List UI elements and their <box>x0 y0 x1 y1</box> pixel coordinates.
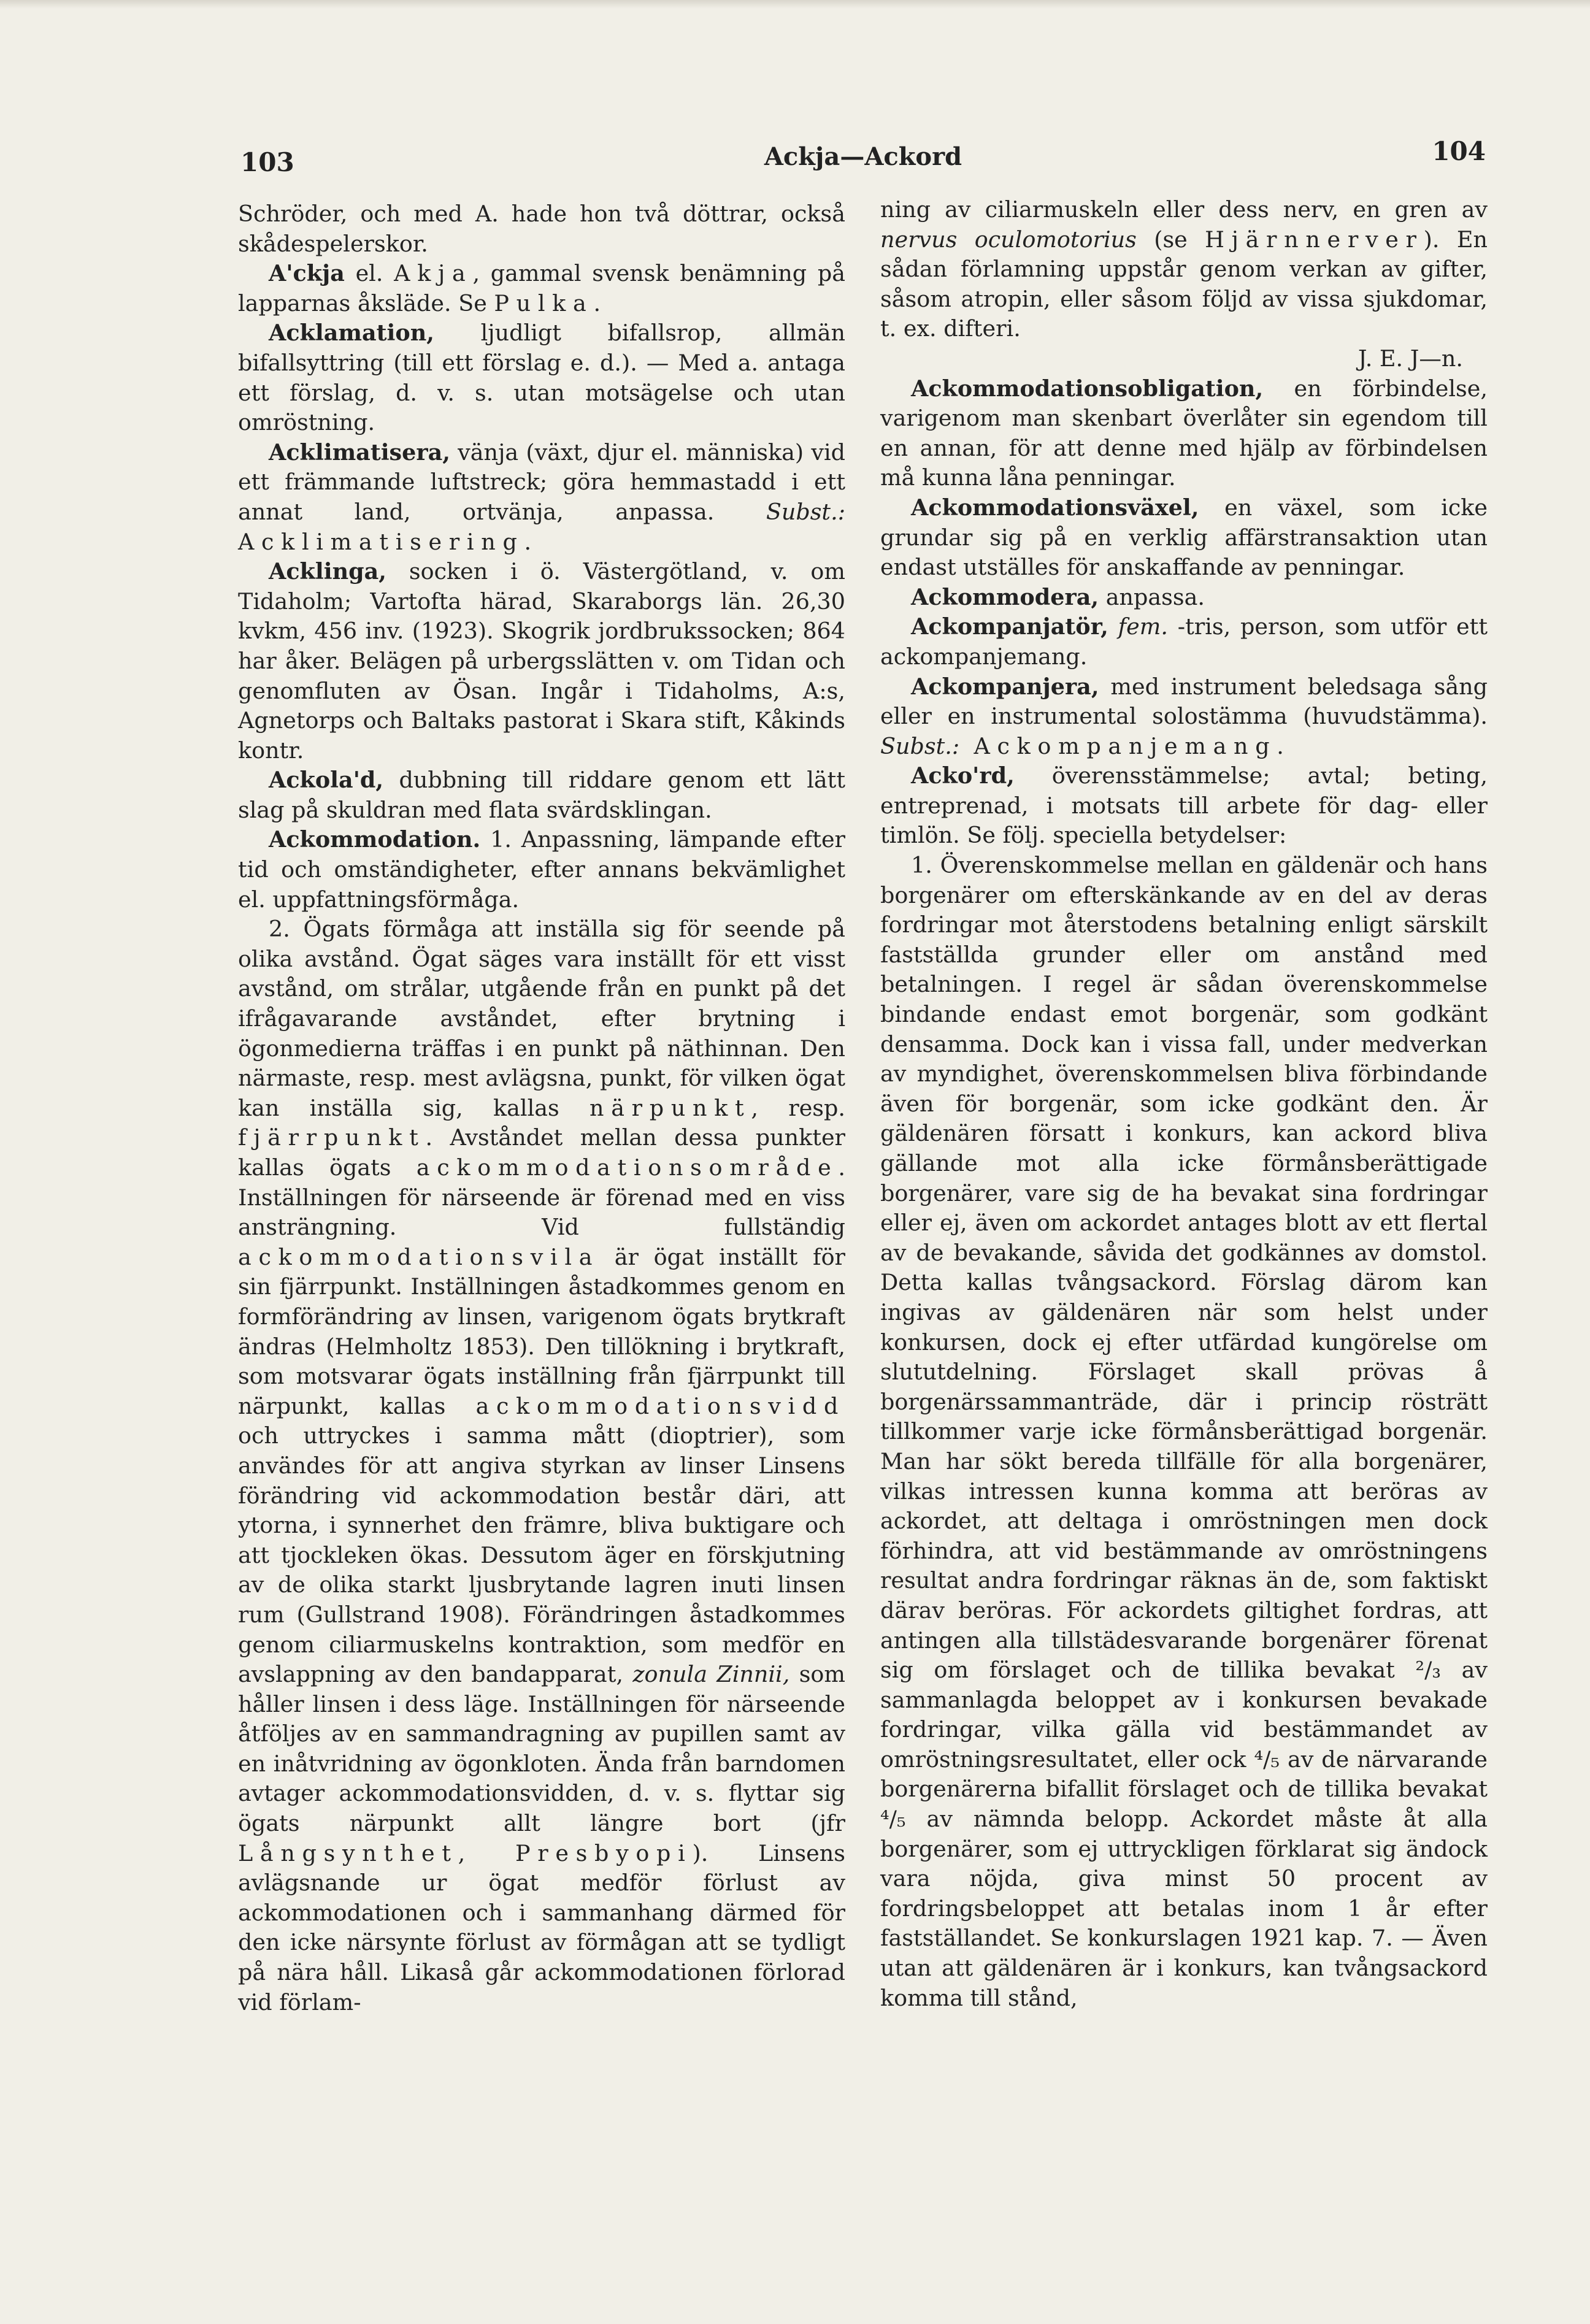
page-edge <box>0 0 1590 9</box>
entry-ackord-sense-1: 1. Överenskommelse mellan en gäldenär och hans borgenärer om efterskänkande av en del av deras fordringar mot återstodens betalning enligt särskilt fastställda grunder eller om anstånd med betalningen. I regel är sådan överenskommelse bindande endast emot borgenär, som godkänt densamma. Dock kan i vissa fall, under medverkan av myndighet, överenskommelsen bliva förbindande även för borgenär, som icke godkänt den. Är gäldenären försatt i konkurs, kan ackord bliva gällande mot alla icke förmånsberättigade borgenärer, vare sig de ha bevakat sina fordringar eller ej, även om ackordet antages blott av ett flertal av de bevakande, såvida det godkännes av domstol. Detta kallas tvångsackord. Förslag därom kan ingivas av gäldenären när som helst under konkursen, dock ej efter utfärdad kungörelse om slututdelning. Förslaget skall prövas å borgenärssammanträde, där i princip rösträtt tillkommer varje icke förmånsberättigad borgenär. Man har sökt bereda tillfälle för alla borgenärer, vilkas intressen kunna komma att beröras av ackordet, att deltaga i omröstningen men dock förhindra, att vid bestämmande av omröstningens resultat andra fordringar räknas än de, som faktiskt därav beröras. För ackordets giltighet fordras, att antingen alla tillstädesvarande borgenärer förenat sig om förslaget och de tillika bevakat ²/₃ av sammanlagda beloppet av i konkursen bevakade fordringar, vilka gälla vid bestämmandet av omröstningsresultatet, eller ock ⁴/₅ av de närvarande borgenärerna bifallit förslaget och de tillika bevakat ⁴/₅ av nämnda belopp. Ackordet måste åt alla borgenärer, som ej uttryckligen förklarat sig ändock vara nöjda, giva minst 50 procent av fordringsbeloppet att betalas inom 1 år efter fastställandet. Se konkurslagen 1921 kap. 7. — Även utan att gäldenären är i konkurs, kan tvångsackord komma till stånd, <box>880 852 1488 2011</box>
headword: A'ckja <box>269 260 345 287</box>
right-column <box>880 195 1488 2013</box>
entry-ackord: Acko'rd, överensstämmelse; avtal; beting, entreprenad, i motsats till arbete för dag- eller timlön. Se följ. speciella betydelser: <box>880 762 1488 849</box>
entry-acklinga: Acklinga, socken i ö. Västergötland, v. om Tidaholm; Vartofta härad, Skaraborgs län. 26,30 kvkm, 456 inv. (1923). Skogrik jordbrukssocken; 864 har åker. Belägen på urbergsslätten v. om Tidan och genomfluten av Ösan. Ingår i Tidaholms, A:s, Agnetorps och Baltaks pastorat i Skara stift, Kåkinds kontr. <box>238 558 845 764</box>
headword: Acklamation, <box>269 320 434 347</box>
entry-ackommodationsobligation: Ackommodationsobligation, en förbindelse, varigenom man skenbart överlåter sin egendom till en annan, för att denne med hjälp av förbindelsen må kunna låna penningar. <box>880 375 1488 491</box>
running-title: Ackja—Ackord <box>764 142 962 171</box>
headword: Acklimatisera, <box>269 439 450 466</box>
headword: Acklinga, <box>269 558 386 585</box>
entry-acklimatisera: Acklimatisera, vänja (växt, djur el. människa) vid ett främmande luftstreck; göra hemmastadd i ett annat land, ortvänja, anpassa. Subst.: Acklimatisering. <box>238 439 845 555</box>
headword: Ackompanjera, <box>911 673 1099 700</box>
entry-ackompanjator: Ackompanjatör, fem. -tris, person, som utför ett ackompanjemang. <box>880 613 1488 670</box>
entry-ackolad: Ackola'd, dubbning till riddare genom ett lätt slag på skuldran med flata svärdsklingan. <box>238 767 845 823</box>
page-number-right: 104 <box>1432 136 1486 166</box>
left-column <box>238 199 845 2017</box>
headword: Ackommodera, <box>911 583 1099 610</box>
author-signature: J. E. J—n. <box>1358 345 1463 372</box>
headword: Ackola'd, <box>269 767 384 794</box>
headword: Ackommodationsobligation, <box>911 375 1264 402</box>
entry-acklamation: Acklamation, ljudligt bifallsrop, allmän bifallsyttring (till ett förslag e. d.). — Med a. antaga ett förslag, d. v. s. utan motsägelse och utan omröstning. <box>238 320 845 436</box>
headword: Ackommodation. <box>269 826 481 853</box>
headword: Ackompanjatör, <box>911 613 1108 640</box>
entry-ackja: A'ckja el. Akja, gammal svensk benämning på lapparnas åksläde. Se Pulka. <box>238 260 845 316</box>
entry-continuation: Schröder, och med A. hade hon två döttrar, också skådespelerskor. <box>238 201 845 257</box>
headword: Acko'rd, <box>911 762 1015 789</box>
entry-continuation: ning av ciliarmuskeln eller dess nerv, en gren av nervus oculomotorius (se Hjärnnerver). En sådan förlamning uppstår genom verkan av gifter, såsom atropin, eller såsom följd av vissa sjukdomar, t. ex. difteri. <box>880 196 1488 342</box>
running-header <box>240 136 1486 177</box>
headword: Ackommodationsväxel, <box>911 494 1199 521</box>
entry-ackommodation-sense-2: 2. Ögats förmåga att inställa sig för seende på olika avstånd. Ögat säges vara inställt för ett visst avstånd, om strålar, utgående från en punkt på det ifrågavarande avståndet, efter brytning i ögonmedierna träffas i en punkt på näthinnan. Den närmaste, resp. mest avlägsna, punkt, för vilken ögat kan inställa sig, kallas närpunkt, resp. fjärrpunkt. Avståndet mellan dessa punkter kallas ögats ackommodationsområde. Inställningen för närseende är förenad med en viss ansträngning. Vid fullständig ackommodationsvila är ögat inställt för sin fjärrpunkt. Inställningen åstadkommes genom en formförändring av linsen, varigenom ögats brytkraft ändras (Helmholtz 1853). Den tillökning i brytkraft, som motsvarar ögats inställning från fjärrpunkt till närpunkt, kallas ackommodationsvidd och uttryckes i samma mått (dioptrier), som användes för att angiva styrkan av linser Linsens förändring vid ackommodation består däri, att ytorna, i synnerhet den främre, bliva buktigare och att tjockleken ökas. Dessutom äger en förskjutning av de olika starkt ljusbrytande lagren inuti linsen rum (Gullstrand 1908). Förändringen åstadkommes genom ciliarmuskelns kontraktion, som medför en avslappning av den bandapparat, zonula Zinnii, som håller linsen i dess läge. Inställningen för närseende åtföljes av en sammandragning av pupillen samt av en inåtvridning av ögonkloten. Ända från barndomen avtager ackommodationsvidden, d. v. s. flyttar sig ögats närpunkt allt längre bort (jfr Långsynthet, Presbyopi). Linsens avlägsnande ur ögat medför förlust av ackommodationen och i sammanhang därmed för den icke närsynte förlust av förmågan att se tydligt på nära håll. Likaså går ackommodationen förlorad vid förlam- <box>238 916 846 2015</box>
entry-ackommodationsvaxel: Ackommodationsväxel, en växel, som icke grundar sig på en verklig affärstransaktion utan endast utställes för anskaffande av penningar. <box>880 494 1488 581</box>
page-number-left: 103 <box>240 147 294 177</box>
entry-ackompanjera: Ackompanjera, med instrument beledsaga sång eller en instrumental solostämma (huvudstämma). Subst.: Ackompanjemang. <box>880 673 1488 759</box>
entry-ackommodera: Ackommodera, anpassa. <box>911 583 1205 610</box>
entry-ackommodation: Ackommodation. 1. Anpassning, lämpande efter tid och omständigheter, efter annans bekvämlighet el. uppfattningsförmåga. <box>238 826 845 913</box>
